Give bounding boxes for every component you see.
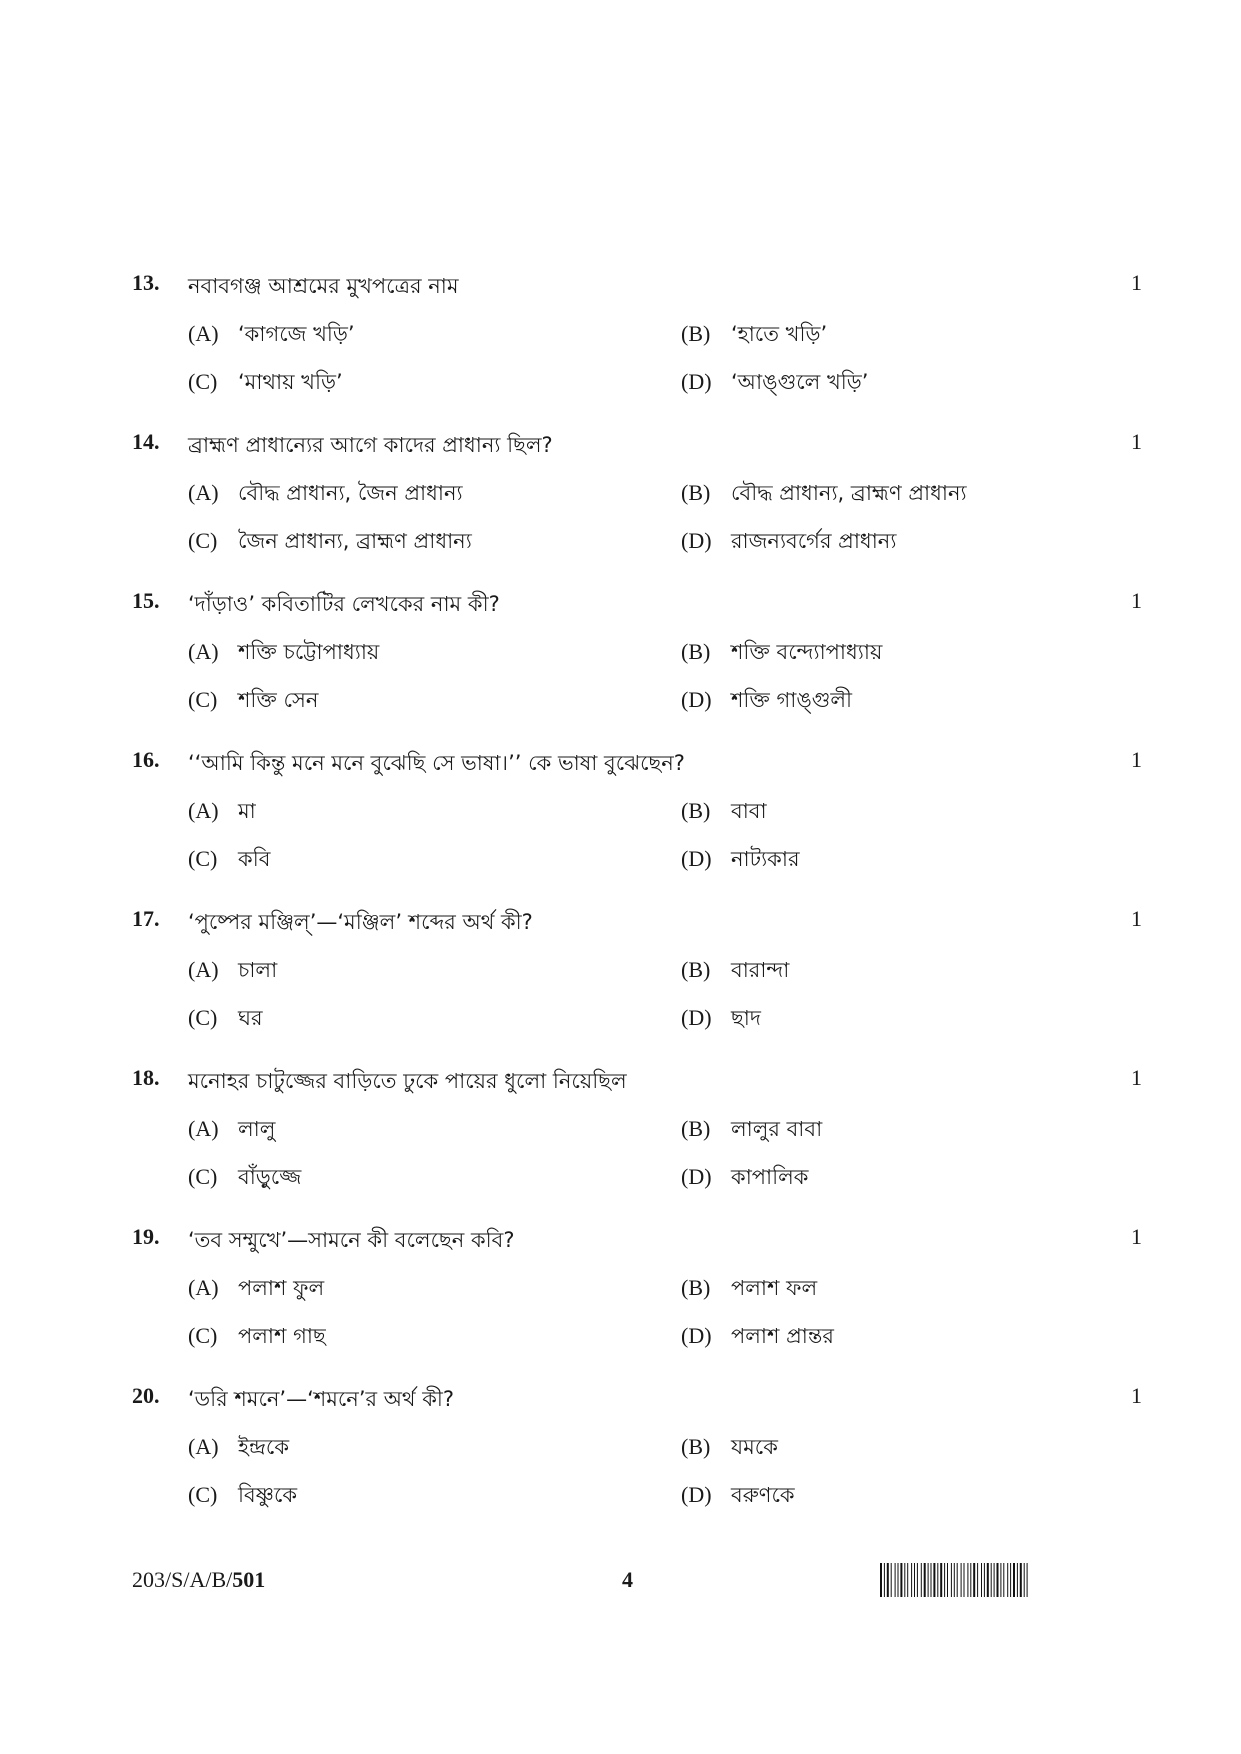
question-list	[132, 262, 1142, 1534]
question-number: 15.	[132, 588, 160, 613]
option-label: (A)	[188, 1116, 219, 1141]
option-c	[188, 843, 270, 878]
option-text: পলাশ ফল	[731, 1276, 818, 1300]
option-row	[132, 835, 1142, 883]
option-d	[681, 525, 896, 560]
option-b	[681, 477, 967, 512]
option-label: (A)	[188, 1275, 219, 1300]
option-text: বিষ্ণুকে	[238, 1483, 298, 1507]
option-text: বরুণকে	[731, 1483, 795, 1507]
question-number: 13.	[132, 270, 160, 295]
option-row	[132, 517, 1142, 565]
option-text: ঘর	[238, 1006, 263, 1030]
option-c	[188, 1479, 297, 1514]
option-row	[132, 469, 1142, 517]
option-label: (B)	[681, 480, 711, 505]
option-a	[188, 1272, 324, 1307]
question-18	[132, 1057, 1142, 1216]
question-marks: 1	[1131, 1224, 1142, 1249]
option-text: ‘আঙ্গুলে খড়ি’	[731, 370, 869, 394]
question-number: 14.	[132, 429, 160, 454]
option-text: চালা	[238, 958, 278, 982]
option-text: ‘কাগজে খড়ি’	[238, 322, 355, 346]
option-label: (D)	[681, 846, 712, 871]
question-15	[132, 580, 1142, 739]
question-text: ‘তব সম্মুখে’—সামনে কী বলেছেন কবি?	[188, 1228, 515, 1252]
option-text: ছাদ	[731, 1006, 761, 1030]
option-label: (A)	[188, 321, 219, 346]
option-text: নাট্যকার	[731, 847, 800, 871]
option-label: (D)	[681, 1482, 712, 1507]
option-d	[681, 1320, 834, 1355]
question-marks: 1	[1131, 1383, 1142, 1408]
option-row	[132, 1312, 1142, 1360]
option-d	[681, 1479, 795, 1514]
question-marks: 1	[1131, 429, 1142, 454]
option-text: শক্তি চট্টোপাধ্যায়	[238, 640, 380, 664]
option-row	[132, 994, 1142, 1042]
option-d	[681, 1161, 808, 1196]
question-14	[132, 421, 1142, 580]
option-label: (C)	[188, 687, 218, 712]
option-row	[132, 1423, 1142, 1471]
option-text: কবি	[238, 847, 271, 871]
option-text: রাজন্যবর্গের প্রাধান্য	[731, 529, 897, 553]
option-a	[188, 1431, 289, 1466]
option-label: (A)	[188, 639, 219, 664]
option-label: (B)	[681, 321, 711, 346]
option-d	[681, 1002, 761, 1037]
option-b	[681, 1113, 822, 1148]
option-row	[132, 628, 1142, 676]
option-text: যমকে	[731, 1435, 778, 1459]
question-20	[132, 1375, 1142, 1534]
option-b	[681, 1431, 778, 1466]
question-line	[132, 1057, 1142, 1105]
option-a	[188, 636, 379, 671]
option-text: শক্তি সেন	[238, 688, 319, 712]
barcode	[880, 1563, 1142, 1597]
option-label: (A)	[188, 1434, 219, 1459]
option-c	[188, 1161, 301, 1196]
paper-code-prefix: 203/S/A/B/	[132, 1567, 233, 1592]
question-line	[132, 898, 1142, 946]
question-text: নবাবগঞ্জ আশ্রমের মুখপত্রের নাম	[188, 274, 459, 298]
page-footer	[132, 1567, 1142, 1607]
option-label: (C)	[188, 528, 218, 553]
question-number: 16.	[132, 747, 160, 772]
question-line	[132, 421, 1142, 469]
option-text: পলাশ ফুল	[238, 1276, 325, 1300]
page-number: 4	[622, 1567, 633, 1592]
option-label: (A)	[188, 798, 219, 823]
option-a	[188, 795, 256, 830]
option-label: (D)	[681, 1323, 712, 1348]
question-text: মনোহর চাটুজ্জের বাড়িতে ঢুকে পায়ের ধুলো নিয়েছিল	[188, 1069, 627, 1093]
question-number: 18.	[132, 1065, 160, 1090]
question-marks: 1	[1131, 747, 1142, 772]
option-text: লালু	[238, 1117, 276, 1141]
question-line	[132, 1375, 1142, 1423]
option-label: (D)	[681, 1005, 712, 1030]
option-label: (D)	[681, 528, 712, 553]
option-b	[681, 636, 882, 671]
option-label: (B)	[681, 1116, 711, 1141]
option-text: লালুর বাবা	[731, 1117, 823, 1141]
option-text: বৌদ্ধ প্রাধান্য, ব্রাহ্মণ প্রাধান্য	[731, 481, 967, 505]
option-text: পলাশ গাছ	[238, 1324, 326, 1348]
option-text: বৌদ্ধ প্রাধান্য, জৈন প্রাধান্য	[238, 481, 463, 505]
question-line	[132, 739, 1142, 787]
option-row	[132, 787, 1142, 835]
question-text: ‘‘আমি কিন্তু মনে মনে বুঝেছি সে ভাষা।’’ কে ভাষা বুঝেছেন?	[188, 751, 685, 775]
option-row	[132, 358, 1142, 406]
option-text: শক্তি গাঙ্গুলী	[731, 688, 853, 712]
option-text: জৈন প্রাধান্য, ব্রাহ্মণ প্রাধান্য	[238, 529, 472, 553]
option-a	[188, 318, 355, 353]
option-text: বারান্দা	[731, 958, 790, 982]
option-d	[681, 684, 852, 719]
question-text: ব্রাহ্মণ প্রাধান্যের আগে কাদের প্রাধান্য ছিল?	[188, 433, 553, 457]
option-b	[681, 795, 767, 830]
option-label: (C)	[188, 1323, 218, 1348]
question-text: ‘ডরি শমনে’—‘শমনে’র অর্থ কী?	[188, 1387, 455, 1411]
option-d	[681, 366, 868, 401]
option-row	[132, 310, 1142, 358]
question-marks: 1	[1131, 1065, 1142, 1090]
option-label: (A)	[188, 957, 219, 982]
option-c	[188, 525, 472, 560]
option-c	[188, 684, 318, 719]
option-label: (B)	[681, 798, 711, 823]
option-b	[681, 1272, 817, 1307]
option-text: ইন্দ্রকে	[238, 1435, 290, 1459]
question-19	[132, 1216, 1142, 1375]
option-c	[188, 1002, 263, 1037]
question-13	[132, 262, 1142, 421]
question-number: 20.	[132, 1383, 160, 1408]
question-text: ‘পুষ্পের মঞ্জিল্’—‘মঞ্জিল’ শব্দের অর্থ কী?	[188, 910, 533, 934]
option-b	[681, 318, 827, 353]
question-line	[132, 262, 1142, 310]
question-line	[132, 1216, 1142, 1264]
question-16	[132, 739, 1142, 898]
question-number: 19.	[132, 1224, 160, 1249]
option-c	[188, 1320, 326, 1355]
option-text: পলাশ প্রান্তর	[731, 1324, 834, 1348]
question-17	[132, 898, 1142, 1057]
option-label: (B)	[681, 1275, 711, 1300]
paper-code-number: 501	[232, 1567, 266, 1592]
question-text: ‘দাঁড়াও’ কবিতাটির লেখকের নাম কী?	[188, 592, 500, 616]
option-label: (C)	[188, 846, 218, 871]
option-b	[681, 954, 789, 989]
option-a	[188, 954, 277, 989]
question-line	[132, 580, 1142, 628]
option-label: (D)	[681, 369, 712, 394]
option-label: (C)	[188, 1005, 218, 1030]
option-text: বাবা	[731, 799, 767, 823]
option-text: শক্তি বন্দ্যোপাধ্যায়	[731, 640, 883, 664]
option-label: (B)	[681, 639, 711, 664]
option-row	[132, 946, 1142, 994]
option-a	[188, 477, 463, 512]
question-number: 17.	[132, 906, 160, 931]
question-marks: 1	[1131, 588, 1142, 613]
question-marks: 1	[1131, 906, 1142, 931]
option-text: কাপালিক	[731, 1165, 809, 1189]
option-a	[188, 1113, 275, 1148]
option-text: মা	[238, 799, 256, 823]
option-label: (B)	[681, 1434, 711, 1459]
option-text: ‘হাতে খড়ি’	[731, 322, 828, 346]
option-d	[681, 843, 800, 878]
option-c	[188, 366, 343, 401]
option-row	[132, 1471, 1142, 1519]
option-label: (C)	[188, 1482, 218, 1507]
option-row	[132, 1264, 1142, 1312]
option-text: বাঁড়ুজ্জে	[238, 1165, 302, 1189]
option-label: (B)	[681, 957, 711, 982]
option-text: ‘মাথায় খড়ি’	[238, 370, 343, 394]
option-row	[132, 1153, 1142, 1201]
option-label: (A)	[188, 480, 219, 505]
question-marks: 1	[1131, 270, 1142, 295]
option-label: (C)	[188, 369, 218, 394]
option-row	[132, 1105, 1142, 1153]
option-label: (D)	[681, 1164, 712, 1189]
paper-code	[132, 1567, 265, 1593]
option-label: (D)	[681, 687, 712, 712]
option-row	[132, 676, 1142, 724]
option-label: (C)	[188, 1164, 218, 1189]
